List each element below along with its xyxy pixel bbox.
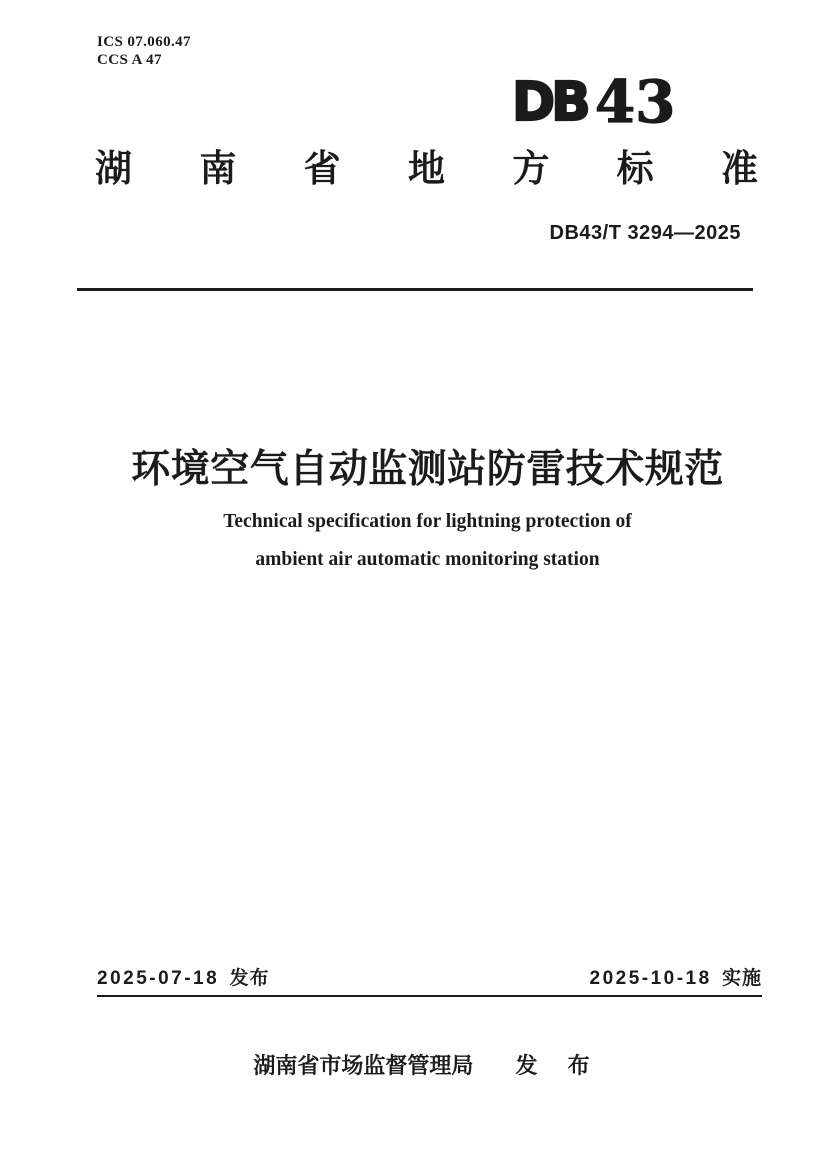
issue-date: 2025-07-18 <box>97 968 220 989</box>
heading-char: 南 <box>199 148 237 189</box>
heading-char: 标 <box>616 148 654 189</box>
document-title-en <box>55 503 800 579</box>
standard-code: DB43/T 3294—2025 <box>549 222 741 244</box>
document-title-en-line2: ambient air automatic monitoring station <box>255 549 600 570</box>
publisher-row <box>55 1049 800 1080</box>
document-title-cn: 环境空气自动监测站防雷技术规范 <box>131 448 724 491</box>
implementation-date: 2025-10-18 <box>589 968 712 989</box>
header-rule <box>77 288 753 291</box>
heading-char: 地 <box>407 148 445 189</box>
publisher-name: 湖南省市场监督管理局 <box>253 1053 474 1078</box>
db-logo-letters: DB <box>512 71 587 134</box>
heading-char: 省 <box>303 148 341 189</box>
issue-label: 发布 <box>229 968 270 989</box>
implementation-date-group <box>590 967 763 991</box>
local-standard-heading <box>95 148 758 190</box>
footer-rule <box>97 995 762 997</box>
date-row <box>97 967 762 991</box>
classification-codes <box>97 33 191 69</box>
ccs-code: CCS A 47 <box>97 52 162 68</box>
heading-char: 准 <box>720 148 758 189</box>
implementation-label: 实施 <box>721 968 762 989</box>
heading-char: 湖 <box>95 148 132 189</box>
db-logo-region-number: 43 <box>594 68 676 136</box>
issue-date-group <box>97 967 270 991</box>
ics-code: ICS 07.060.47 <box>97 34 191 50</box>
db43-logo <box>512 68 676 136</box>
document-title-en-line1: Technical specification for lightning protection of <box>223 511 632 532</box>
heading-char: 方 <box>512 148 550 189</box>
publish-action: 发 布 <box>515 1053 602 1078</box>
